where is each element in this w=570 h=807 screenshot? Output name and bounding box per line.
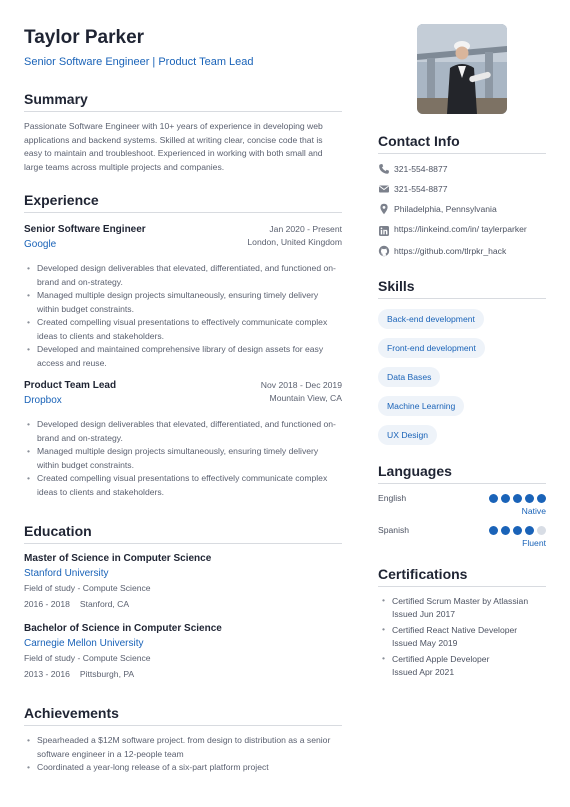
contact-section <box>378 132 546 257</box>
profile-photo <box>417 24 507 114</box>
certification-item <box>378 653 546 679</box>
phone-icon <box>378 163 390 175</box>
certification-name: • Certified Scrum Master by Atlassian <box>392 596 529 606</box>
rating-dot-filled <box>525 526 534 535</box>
job-bullet: • Developed design deliverables that elevated, differentiated, and functioned on-brand and on-strategy. <box>24 262 342 289</box>
contact-text: 321-554-8877 <box>394 164 448 174</box>
rating-dot-filled <box>501 494 510 503</box>
contact-link[interactable]: https://linkeind.com/in/ taylerparker <box>394 224 527 234</box>
achievements-section <box>24 704 342 775</box>
summary-section <box>24 90 342 174</box>
linkedin-icon <box>378 225 390 237</box>
education-date-location <box>24 598 342 610</box>
contact-email <box>378 183 546 195</box>
skill-chip: UX Design <box>378 425 437 445</box>
skill-chip: Data Bases <box>378 367 440 387</box>
rating-dot-empty <box>537 526 546 535</box>
summary-heading: Summary <box>24 90 342 112</box>
education-dates: 2016 - 2018 <box>24 599 70 610</box>
job-location: London, United Kingdom <box>247 237 342 248</box>
education-entry <box>24 552 342 610</box>
rating-dot-filled <box>501 526 510 535</box>
certification-date: Issued Jun 2017 <box>392 609 456 619</box>
school: Stanford University <box>24 568 109 580</box>
language-rating <box>486 494 546 503</box>
certification-name: • Certified React Native Developer <box>392 625 518 635</box>
job-title: Product Team Lead <box>24 380 117 392</box>
education-location: Pittsburgh, PA <box>79 669 135 680</box>
job-dates: Jan 2020 - Present <box>269 224 342 235</box>
certification-name: • Certified Apple Developer <box>392 654 490 664</box>
contact-github[interactable] <box>378 245 546 257</box>
github-icon <box>378 245 390 257</box>
job-title: Senior Software Engineer <box>24 224 146 236</box>
language-entry <box>378 525 546 548</box>
job-bullet: • Created compelling visual presentations to effectively communicate complex ideas to clients and stakeholders. <box>24 472 342 499</box>
contact-linkedin[interactable] <box>378 223 546 237</box>
contact-phone <box>378 163 546 175</box>
location-pin-icon <box>378 203 390 215</box>
experience-heading: Experience <box>24 191 342 213</box>
experience-section <box>24 191 342 499</box>
candidate-name: Taylor Parker <box>24 27 145 48</box>
rating-dot-filled <box>537 494 546 503</box>
language-rating <box>486 526 546 535</box>
job-bullet: • Developed design deliverables that elevated, differentiated, and functioned on-brand and on-strategy. <box>24 418 342 445</box>
field-of-study: Field of study - Compute Science <box>24 583 151 594</box>
skills-section <box>378 277 546 445</box>
job-bullet: • Managed multiple design projects simultaneously, ensuring timely delivery within budget constraints. <box>24 445 342 472</box>
achievements-heading: Achievements <box>24 704 342 726</box>
education-dates: 2013 - 2016 <box>24 669 70 680</box>
contact-link[interactable]: https://github.com/tlrpkr_hack <box>394 246 507 256</box>
languages-section <box>378 462 546 548</box>
candidate-title: Senior Software Engineer | Product Team Lead <box>24 56 254 68</box>
skill-chip: Front-end development <box>378 338 485 358</box>
summary-text: Passionate Software Engineer with 10+ years of experience in developing web applications and backend systems. Skilled at writing clear, concise code that is easy to maintain and troubleshoot. Experienced in working with both small and large teams across multiple projects and companies. <box>24 121 323 172</box>
degree: Bachelor of Science in Computer Science <box>24 623 222 635</box>
job-company: Dropbox <box>24 395 62 407</box>
job-entry <box>24 223 342 370</box>
languages-heading: Languages <box>378 462 546 484</box>
certifications-list <box>378 595 546 679</box>
job-dates: Nov 2018 - Dec 2019 <box>260 380 342 391</box>
main-column <box>24 26 342 775</box>
education-date-location <box>24 668 342 680</box>
profile-photo-image <box>417 24 507 114</box>
job-bullet: • Managed multiple design projects simultaneously, ensuring timely delivery within budget constraints. <box>24 289 342 316</box>
certification-item <box>378 595 546 621</box>
job-bullet: • Created compelling visual presentations to effectively communicate complex ideas to clients and stakeholders. <box>24 316 342 343</box>
contact-location <box>378 203 546 215</box>
rating-dot-filled <box>489 494 498 503</box>
certification-date: Issued May 2019 <box>392 638 458 648</box>
contact-text: Philadelphia, Pennsylvania <box>394 204 497 214</box>
certifications-section <box>378 565 546 679</box>
education-heading: Education <box>24 522 342 544</box>
certification-date: Issued Apr 2021 <box>392 667 455 677</box>
certifications-heading: Certifications <box>378 565 546 587</box>
language-level: Fluent <box>522 538 546 548</box>
language-level: Native <box>521 506 546 516</box>
rating-dot-filled <box>513 494 522 503</box>
language-name: Spanish <box>378 525 410 535</box>
sidebar-column <box>378 24 546 682</box>
skills-heading: Skills <box>378 277 546 299</box>
rating-dot-filled <box>513 526 522 535</box>
job-entry <box>24 379 342 499</box>
language-name: English <box>378 493 407 503</box>
skill-chip: Back-end development <box>378 309 484 329</box>
job-location: Mountain View, CA <box>269 393 342 404</box>
certification-item <box>378 624 546 650</box>
skills-list <box>378 300 546 445</box>
rating-dot-filled <box>489 526 498 535</box>
job-bullets <box>24 418 342 499</box>
education-entry <box>24 622 342 680</box>
email-icon <box>378 183 390 195</box>
education-location: Stanford, CA <box>79 599 130 610</box>
achievement-item: • Spearheaded a $12M software project. from design to distribution as a senior software engineer in a 12-people team <box>24 734 342 761</box>
field-of-study: Field of study - Compute Science <box>24 653 151 664</box>
achievement-item: • Coordinated a year-long release of a six-part platform project <box>24 761 342 775</box>
education-section <box>24 522 342 680</box>
contact-heading: Contact Info <box>378 132 546 154</box>
job-bullet: • Developed and maintained comprehensive library of design assets for easy access and reuse. <box>24 343 342 370</box>
job-company: Google <box>24 239 57 251</box>
school: Carnegie Mellon University <box>24 638 144 650</box>
skill-chip: Machine Learning <box>378 396 464 416</box>
rating-dot-filled <box>525 494 534 503</box>
degree: Master of Science in Computer Science <box>24 553 212 565</box>
contact-text: 321-554-8877 <box>394 184 448 194</box>
job-bullets <box>24 262 342 370</box>
achievements-list <box>24 734 342 775</box>
language-entry <box>378 493 546 516</box>
